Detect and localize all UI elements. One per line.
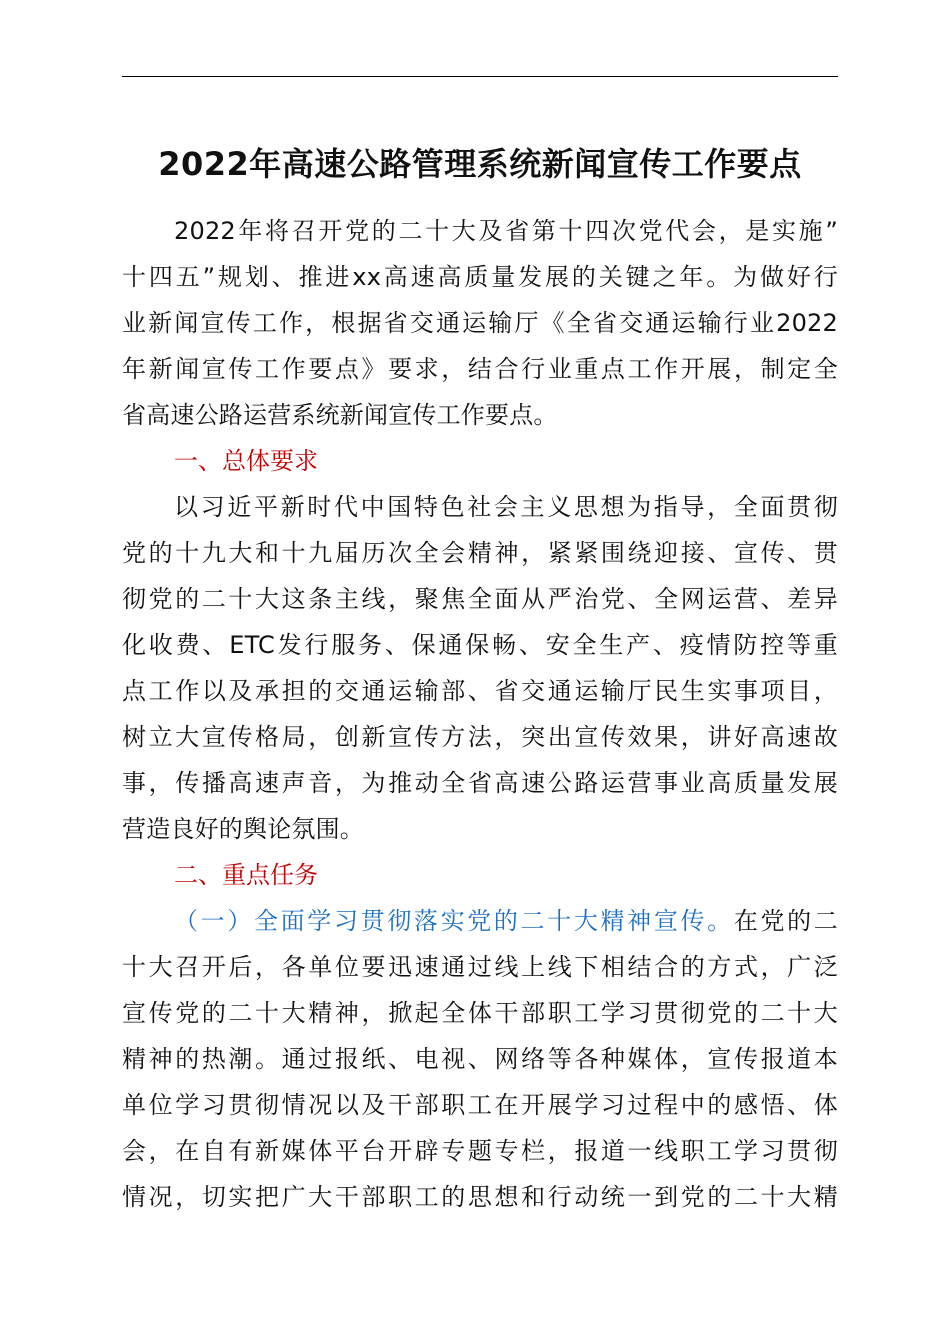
text-line: 2022年将召开党的二十大及省第十四次党代会，是实施” — [174, 217, 838, 245]
text-line: 点工作以及承担的交通运输部、省交通运输厅民生实事项目， — [122, 677, 838, 705]
text-line: 业新闻宣传工作，根据省交通运输厅《全省交通运输行业2022 — [122, 309, 838, 337]
text-line: 营造良好的舆论氛围。 — [122, 815, 364, 843]
sub-heading: （一）全面学习贯彻落实党的二十大精神宣传。 — [174, 907, 734, 935]
text-line: 党的十九大和十九届历次全会精神，紧紧围绕迎接、宣传、贯 — [122, 539, 838, 567]
intro-paragraph — [122, 208, 838, 438]
section-heading-overall: 一、总体要求 — [174, 447, 318, 475]
text-line: 精神的热潮。通过报纸、电视、网络等各种媒体，宣传报道本 — [122, 1045, 838, 1073]
document-body — [122, 208, 838, 1220]
text-line: 年新闻宣传工作要点》要求，结合行业重点工作开展，制定全 — [122, 355, 838, 383]
text-run: 在党的二 — [733, 907, 838, 935]
text-line: 会，在自有新媒体平台开辟专题专栏，报道一线职工学习贯彻 — [122, 1137, 838, 1165]
text-line: 以习近平新时代中国特色社会主义思想为指导，全面贯彻 — [174, 493, 838, 521]
text-line: 宣传党的二十大精神，掀起全体干部职工学习贯彻党的二十大 — [122, 999, 838, 1027]
header-rule — [122, 76, 838, 77]
text-line — [122, 898, 838, 944]
section1-paragraph — [122, 484, 838, 852]
section-heading-key-tasks: 二、重点任务 — [174, 861, 318, 889]
text-line: 十大召开后，各单位要迅速通过线上线下相结合的方式，广泛 — [122, 953, 838, 981]
text-line: 省高速公路运营系统新闻宣传工作要点。 — [122, 401, 558, 429]
text-line: 单位学习贯彻情况以及干部职工在开展学习过程中的感悟、体 — [122, 1091, 838, 1119]
page-title: 2022年高速公路管理系统新闻宣传工作要点 — [158, 145, 802, 183]
text-line: 情况，切实把广大干部职工的思想和行动统一到党的二十大精 — [122, 1183, 838, 1211]
text-line: 树立大宣传格局，创新宣传方法，突出宣传效果，讲好高速故 — [122, 723, 838, 751]
section2-paragraph — [122, 898, 838, 1220]
text-line: 事，传播高速声音，为推动全省高速公路运营事业高质量发展 — [122, 769, 838, 797]
text-line: 彻党的二十大这条主线，聚焦全面从严治党、全网运营、差异 — [122, 585, 838, 613]
text-line: 化收费、ETC发行服务、保通保畅、安全生产、疫情防控等重 — [122, 631, 838, 659]
text-line: 十四五”规划、推进xx高速高质量发展的关键之年。为做好行 — [122, 263, 838, 291]
